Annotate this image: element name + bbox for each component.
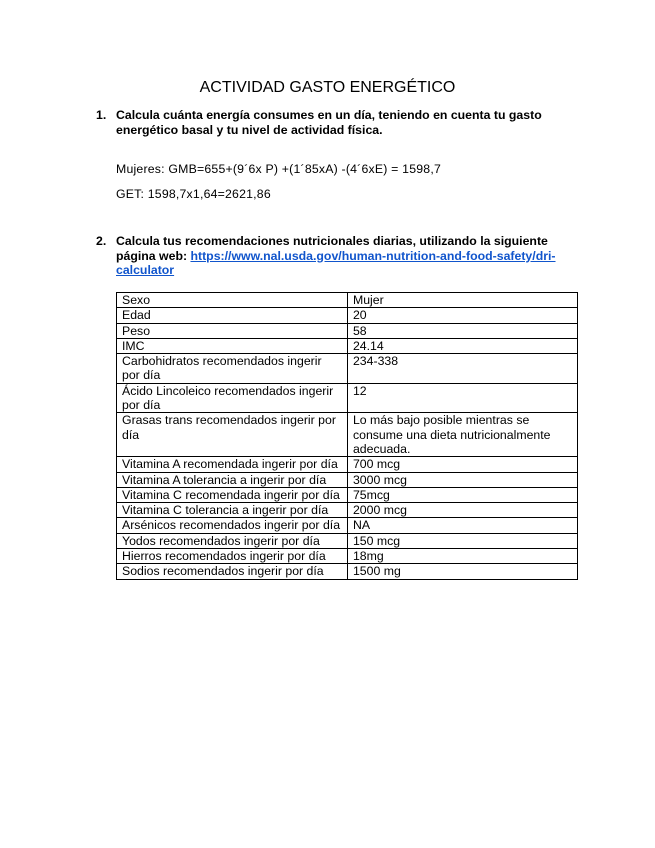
table-cell-value: 58 xyxy=(347,323,577,338)
table-cell-label: Vitamina A recomendada ingerir por día xyxy=(117,457,348,472)
table-cell-label: Sexo xyxy=(117,293,348,308)
gmb-formula: Mujeres: GMB=655+(9´6x P) +(1´85xA) -(4´6xE) = 1598,7 xyxy=(116,162,441,176)
table-cell-label: Carbohidratos recomendados ingerir por día xyxy=(117,354,348,384)
question-2-text xyxy=(116,234,556,278)
question-2-line-2-prefix: página web: xyxy=(116,248,191,263)
table-cell-value: Mujer xyxy=(347,293,577,308)
table-row xyxy=(117,487,578,502)
table-row xyxy=(117,549,578,564)
table-cell-label: Hierros recomendados ingerir por día xyxy=(117,549,348,564)
page-title: ACTIVIDAD GASTO ENERGÉTICO xyxy=(199,79,456,96)
table-cell-label: Vitamina C tolerancia a ingerir por día xyxy=(117,503,348,518)
table-cell-value: 2000 mcg xyxy=(347,503,577,518)
table-cell-value: 12 xyxy=(347,383,577,413)
table-cell-value: 18mg xyxy=(347,549,577,564)
table-cell-label: Yodos recomendados ingerir por día xyxy=(117,533,348,548)
table-row xyxy=(117,323,578,338)
table-cell-value: 150 mcg xyxy=(347,533,577,548)
table-cell-value: 234-338 xyxy=(347,354,577,384)
table-row xyxy=(117,293,578,308)
table-cell-label: Sodios recomendados ingerir por día xyxy=(117,564,348,579)
table-cell-label: Grasas trans recomendados ingerir por día xyxy=(117,413,348,457)
table-row xyxy=(117,518,578,533)
table-cell-label: Edad xyxy=(117,308,348,323)
dri-calculator-link-continued[interactable]: calculator xyxy=(116,263,175,278)
table-cell-value: 75mcg xyxy=(347,487,577,502)
question-2-number: 2. xyxy=(96,234,107,248)
question-1-line-2: energético basal y tu nivel de actividad física. xyxy=(116,122,383,137)
table-cell-value: 24.14 xyxy=(347,338,577,353)
table-row xyxy=(117,354,578,384)
table-row xyxy=(117,308,578,323)
table-cell-value: NA xyxy=(347,518,577,533)
dri-calculator-link[interactable]: https://www.nal.usda.gov/human-nutrition-and-food-safety/dri- xyxy=(190,248,556,263)
table-row xyxy=(117,457,578,472)
table-row xyxy=(117,503,578,518)
table-row xyxy=(117,338,578,353)
table-cell-value: 700 mcg xyxy=(347,457,577,472)
table-cell-label: Ácido Lincoleico recomendados ingerir por día xyxy=(117,383,348,413)
question-2-line-1: Calcula tus recomendaciones nutricionales diarias, utilizando la siguiente xyxy=(116,234,548,248)
table-row xyxy=(117,564,578,579)
get-formula: GET: 1598,7x1,64=2621,86 xyxy=(116,187,271,201)
question-1-number: 1. xyxy=(96,108,107,122)
table-row xyxy=(117,383,578,413)
table-cell-label: Vitamina C recomendada ingerir por día xyxy=(117,487,348,502)
table-cell-value: 20 xyxy=(347,308,577,323)
table-cell-value: Lo más bajo posible mientras se consume una dieta nutricionalmente adecuada. xyxy=(347,413,577,457)
table-cell-label: Peso xyxy=(117,323,348,338)
question-1-line-1: Calcula cuánta energía consumes en un día, teniendo en cuenta tu gasto xyxy=(116,108,542,122)
table-cell-label: IMC xyxy=(117,338,348,353)
question-1-text xyxy=(116,108,542,137)
table-cell-label: Arsénicos recomendados ingerir por día xyxy=(117,518,348,533)
table-row xyxy=(117,413,578,457)
table-cell-value: 3000 mcg xyxy=(347,472,577,487)
table-row xyxy=(117,472,578,487)
table-cell-label: Vitamina A tolerancia a ingerir por día xyxy=(117,472,348,487)
nutrition-table xyxy=(116,292,578,580)
table-row xyxy=(117,533,578,548)
table-cell-value: 1500 mg xyxy=(347,564,577,579)
